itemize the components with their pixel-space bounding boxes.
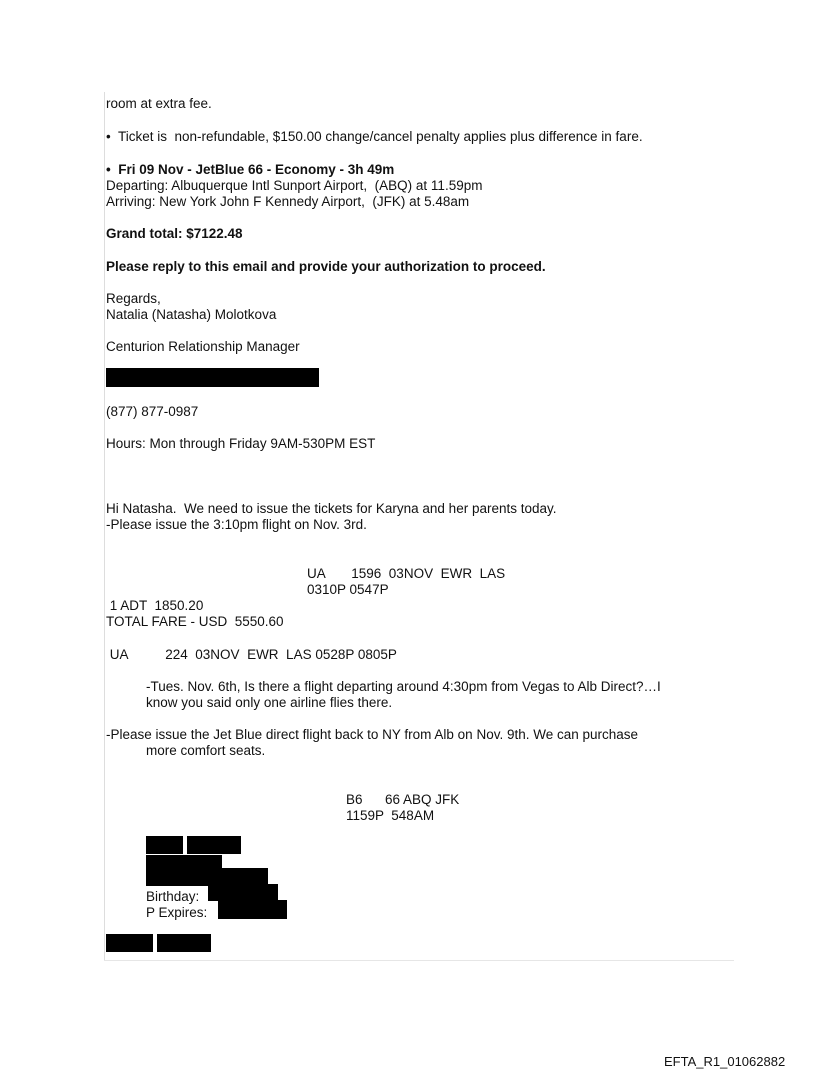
reply-request-2-line-2: know you said only one airline flies there. — [146, 695, 393, 710]
hours-text: Hours: Mon through Friday 9AM-530PM EST — [106, 436, 376, 451]
reply-request-3-line-1: -Please issue the Jet Blue direct flight back to NY from Alb on Nov. 9th. We can purchase — [106, 727, 639, 742]
b6-flight-line-2: 1159P 548AM — [346, 808, 435, 823]
redaction-block — [106, 368, 319, 387]
phone-number: (877) 877-0987 — [106, 404, 199, 419]
redaction-block — [146, 836, 183, 854]
reply-request-3-line-2: more comfort seats. — [146, 743, 266, 758]
birthday-label: Birthday: — [146, 889, 200, 904]
sender-title: Centurion Relationship Manager — [106, 339, 300, 354]
departing-text: Departing: Albuquerque Intl Sunport Airport, (ABQ) at 11.59pm — [106, 178, 483, 193]
fare-line: 1 ADT 1850.20 — [106, 598, 204, 613]
flight-heading: • Fri 09 Nov - JetBlue 66 - Economy - 3h 49m — [106, 162, 395, 177]
email-frame-bottom-border — [104, 960, 734, 961]
passport-expiry-label: P Expires: — [146, 905, 208, 920]
ua-alt-flight-line: UA 224 03NOV EWR LAS 0528P 0805P — [106, 647, 397, 662]
b6-flight-line-1: B6 66 ABQ JFK — [346, 792, 460, 807]
redaction-block — [106, 934, 153, 952]
regards-text: Regards, — [106, 291, 161, 306]
ticket-policy-text: • Ticket is non-refundable, $150.00 change/cancel penalty applies plus difference in fare. — [106, 129, 643, 144]
reply-request: Please reply to this email and provide your authorization to proceed. — [106, 259, 546, 274]
redaction-block — [157, 934, 211, 952]
redaction-block — [187, 836, 241, 854]
sender-name: Natalia (Natasha) Molotkova — [106, 307, 277, 322]
reply-greeting: Hi Natasha. We need to issue the tickets for Karyna and her parents today. — [106, 501, 557, 516]
ua-flight-line-2: 0310P 0547P — [307, 582, 389, 597]
arriving-text: Arriving: New York John F Kennedy Airport, (JFK) at 5.48am — [106, 194, 470, 209]
redaction-block — [208, 884, 278, 901]
redaction-block — [218, 900, 287, 919]
email-frame-left-border — [104, 92, 105, 960]
reply-request-2-line-1: -Tues. Nov. 6th, Is there a flight departing around 4:30pm from Vegas to Alb Direct?…I — [146, 679, 661, 694]
reply-request-1: -Please issue the 3:10pm flight on Nov. 3rd. — [106, 517, 367, 532]
grand-total: Grand total: $7122.48 — [106, 226, 243, 241]
total-fare: TOTAL FARE - USD 5550.60 — [106, 614, 284, 629]
document-id: EFTA_R1_01062882 — [664, 1054, 786, 1069]
ua-flight-line-1: UA 1596 03NOV EWR LAS — [307, 566, 506, 581]
room-fee-text: room at extra fee. — [106, 96, 212, 111]
